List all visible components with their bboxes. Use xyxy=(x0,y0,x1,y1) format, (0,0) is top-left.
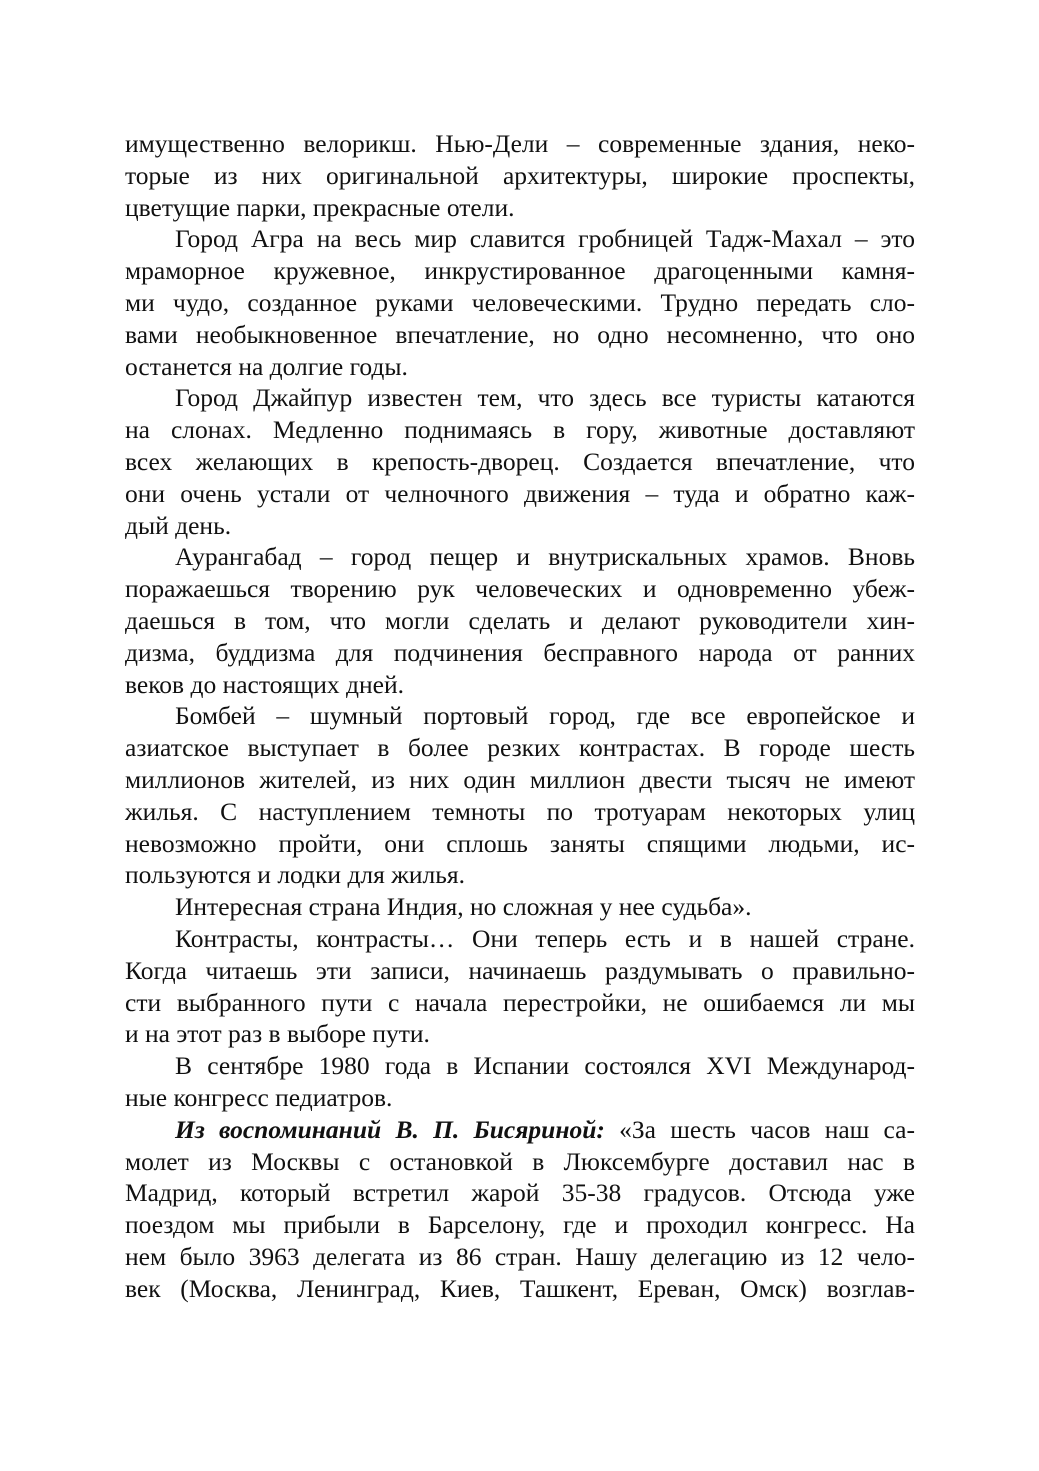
paragraph xyxy=(125,700,915,891)
text-line: вами необыкновенное впечатление, но одно несомненно, что оно xyxy=(125,319,915,349)
paragraph xyxy=(125,541,915,700)
text-line: цветущие парки, прекрасные отели. xyxy=(125,192,515,222)
text-line: Аурангабад – город пещер и внутрискальных храмов. Вновь xyxy=(175,542,915,572)
text-line: молет из Москвы с остановкой в Люксембурге доставил нас в xyxy=(125,1146,915,1176)
text-line: Мадрид, который встретил жарой 35-38 градусов. Отсюда уже xyxy=(125,1178,915,1208)
body-text xyxy=(125,128,915,1304)
text-line: пользуются и лодки для жилья. xyxy=(125,860,465,890)
text-line: невозможно пройти, они сплошь заняты спящими людьми, ис- xyxy=(125,828,915,858)
text-line: Контрасты, контрасты… Они теперь есть и в нашей стране. xyxy=(175,923,915,953)
text-line: всех желающих в крепость-дворец. Создается впечатление, что xyxy=(125,446,915,476)
paragraph xyxy=(125,1050,915,1114)
text-line: поездом мы прибыли в Барселону, где и проходил конгресс. На xyxy=(125,1210,915,1240)
text-line: имущественно велорикш. Нью-Дели – современные здания, неко- xyxy=(125,129,915,158)
text-line: дизма, буддизма для подчинения бесправного народа от ранних xyxy=(125,637,915,667)
paragraph xyxy=(125,891,915,923)
text-line: В сентябре 1980 года в Испании состоялся XVI Международ- xyxy=(175,1051,915,1081)
text-line: азиатское выступает в более резких контрастах. В городе шесть xyxy=(125,733,915,763)
text-line: миллионов жителей, из них один миллион двести тысяч не имеют xyxy=(125,764,915,794)
text-line: Бомбей – шумный портовый город, где все европейское и xyxy=(175,701,915,731)
text-line: сти выбранного пути с начала перестройки, не ошибаемся ли мы xyxy=(125,987,915,1017)
text-line xyxy=(125,1114,915,1146)
text-line: веков до настоящих дней. xyxy=(125,669,405,699)
text-line: останется на долгие годы. xyxy=(125,351,408,381)
text-line: Интересная страна Индия, но сложная у нее судьба». xyxy=(175,892,752,922)
text-line: ные конгресс педиатров. xyxy=(125,1082,393,1112)
text-line: мраморное кружевное, инкрустированное драгоценными камня- xyxy=(125,256,915,286)
text-line: поражаешься творению рук человеческих и одновременно убеж- xyxy=(125,574,915,604)
text-line: ми чудо, созданное руками человеческими. Трудно передать сло- xyxy=(125,287,915,317)
text-line: Когда читаешь эти записи, начинаешь раздумывать о правильно- xyxy=(125,955,915,985)
quote-attribution: Из воспоминаний В. П. Бисяриной: xyxy=(175,1114,605,1144)
paragraph xyxy=(125,382,915,541)
text-line: жилья. С наступлением темноты по тротуарам некоторых улиц xyxy=(125,796,915,826)
paragraph xyxy=(125,923,915,1050)
text-line: Город Джайпур известен тем, что здесь все туристы катаются xyxy=(175,383,915,413)
paragraph xyxy=(125,128,915,223)
text-line: век (Москва, Ленинград, Киев, Ташкент, Ереван, Омск) возглав- xyxy=(125,1273,915,1303)
paragraph xyxy=(125,223,915,382)
quote-text: «За шесть часов наш са- xyxy=(604,1114,915,1144)
text-line: и на этот раз в выборе пути. xyxy=(125,1019,430,1049)
text-line: Город Агра на весь мир славится гробницей Тадж-Махал – это xyxy=(175,224,915,254)
paragraph xyxy=(125,1114,915,1305)
text-line: нем было 3963 делегата из 86 стран. Нашу делегацию из 12 чело- xyxy=(125,1241,915,1271)
text-line: они очень устали от челночного движения – туда и обратно каж- xyxy=(125,478,915,508)
text-line: даешься в том, что могли сделать и делают руководители хин- xyxy=(125,605,915,635)
text-line: на слонах. Медленно поднимаясь в гору, животные доставляют xyxy=(125,415,915,445)
text-line: дый день. xyxy=(125,510,232,540)
text-line: торые из них оригинальной архитектуры, широкие проспекты, xyxy=(125,160,915,190)
